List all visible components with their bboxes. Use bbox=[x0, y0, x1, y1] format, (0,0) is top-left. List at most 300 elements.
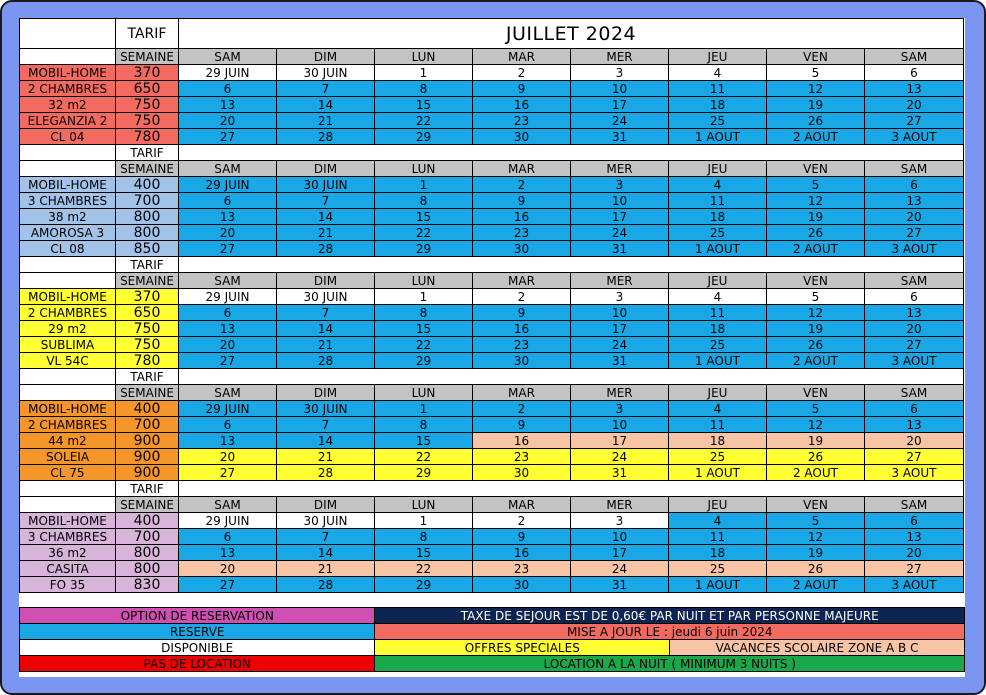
tarif-label: TARIF bbox=[116, 145, 179, 161]
date-cell: 23 bbox=[473, 561, 571, 577]
date-cell: 20 bbox=[865, 97, 964, 113]
date-cell: 1 AOUT bbox=[669, 353, 767, 369]
date-cell: 14 bbox=[277, 433, 375, 449]
date-cell: 2 bbox=[473, 513, 571, 529]
date-cell: 28 bbox=[277, 577, 375, 593]
date-cell: 15 bbox=[375, 545, 473, 561]
day-header-row bbox=[20, 385, 964, 401]
date-cell: 16 bbox=[473, 433, 571, 449]
date-cell: 18 bbox=[669, 97, 767, 113]
legend-pas-de-location: PAS DE LOCATION bbox=[20, 656, 375, 672]
date-cell: 26 bbox=[767, 337, 865, 353]
property-info-line: AMOROSA 3 bbox=[20, 225, 116, 241]
date-cell: 3 bbox=[571, 177, 669, 193]
day-header-row bbox=[20, 49, 964, 65]
date-cell: 23 bbox=[473, 449, 571, 465]
date-cell: 24 bbox=[571, 337, 669, 353]
date-cell: 1 AOUT bbox=[669, 465, 767, 481]
weekly-price: 700 bbox=[116, 529, 179, 545]
legend-location-nuit: LOCATION A LA NUIT ( MINIMUM 3 NUITS ) bbox=[375, 656, 965, 672]
blank-cell bbox=[20, 145, 116, 161]
date-cell: 14 bbox=[277, 97, 375, 113]
property-info-line: MOBIL-HOME bbox=[20, 513, 116, 529]
day-header: SAM bbox=[865, 161, 964, 177]
weekly-price: 850 bbox=[116, 241, 179, 257]
date-cell: 20 bbox=[179, 561, 277, 577]
availability-table bbox=[19, 18, 964, 593]
day-header: LUN bbox=[375, 161, 473, 177]
date-cell: 31 bbox=[571, 241, 669, 257]
tarif-label: TARIF bbox=[116, 19, 179, 49]
week-row bbox=[20, 529, 964, 545]
date-cell: 25 bbox=[669, 337, 767, 353]
date-cell: 22 bbox=[375, 113, 473, 129]
blank-cell bbox=[20, 161, 116, 177]
legend-option-reservation: OPTION DE RESERVATION bbox=[20, 608, 375, 624]
date-cell: 29 bbox=[375, 577, 473, 593]
date-cell: 29 JUIN bbox=[179, 513, 277, 529]
day-header: MER bbox=[571, 497, 669, 513]
date-cell: 1 AOUT bbox=[669, 241, 767, 257]
date-cell: 30 JUIN bbox=[277, 289, 375, 305]
date-cell: 6 bbox=[865, 513, 964, 529]
date-cell: 7 bbox=[277, 81, 375, 97]
day-header: MAR bbox=[473, 497, 571, 513]
day-header: MAR bbox=[473, 49, 571, 65]
property-info-line: MOBIL-HOME bbox=[20, 289, 116, 305]
property-info-line: SUBLIMA bbox=[20, 337, 116, 353]
date-cell: 30 JUIN bbox=[277, 401, 375, 417]
date-cell: 19 bbox=[767, 545, 865, 561]
date-cell: 8 bbox=[375, 305, 473, 321]
day-header: JEU bbox=[669, 49, 767, 65]
date-cell: 2 AOUT bbox=[767, 465, 865, 481]
date-cell: 2 AOUT bbox=[767, 353, 865, 369]
date-cell: 20 bbox=[179, 113, 277, 129]
date-cell: 31 bbox=[571, 129, 669, 145]
day-header: VEN bbox=[767, 161, 865, 177]
week-row bbox=[20, 545, 964, 561]
semaine-label: SEMAINE bbox=[116, 497, 179, 513]
date-cell: 17 bbox=[571, 209, 669, 225]
property-info-line: ELEGANZIA 2 bbox=[20, 113, 116, 129]
week-row bbox=[20, 289, 964, 305]
tarif-row bbox=[20, 19, 964, 49]
tarif-row bbox=[20, 257, 964, 273]
weekly-price: 800 bbox=[116, 545, 179, 561]
date-cell: 3 AOUT bbox=[865, 241, 964, 257]
date-cell: 12 bbox=[767, 529, 865, 545]
date-cell: 30 JUIN bbox=[277, 177, 375, 193]
property-info-line: MOBIL-HOME bbox=[20, 177, 116, 193]
date-cell: 3 AOUT bbox=[865, 465, 964, 481]
day-header: MER bbox=[571, 49, 669, 65]
date-cell: 18 bbox=[669, 321, 767, 337]
week-row bbox=[20, 209, 964, 225]
date-cell: 24 bbox=[571, 113, 669, 129]
weekly-price: 780 bbox=[116, 353, 179, 369]
weekly-price: 750 bbox=[116, 113, 179, 129]
weekly-price: 400 bbox=[116, 401, 179, 417]
property-info-line: 3 CHAMBRES bbox=[20, 529, 116, 545]
day-header: SAM bbox=[865, 273, 964, 289]
date-cell: 14 bbox=[277, 209, 375, 225]
date-cell: 3 AOUT bbox=[865, 577, 964, 593]
date-cell: 1 AOUT bbox=[669, 129, 767, 145]
date-cell: 16 bbox=[473, 97, 571, 113]
date-cell: 31 bbox=[571, 465, 669, 481]
weekly-price: 900 bbox=[116, 465, 179, 481]
weekly-price: 650 bbox=[116, 305, 179, 321]
date-cell: 30 bbox=[473, 241, 571, 257]
date-cell: 16 bbox=[473, 321, 571, 337]
date-cell: 3 bbox=[571, 65, 669, 81]
date-cell: 27 bbox=[179, 241, 277, 257]
weekly-price: 780 bbox=[116, 129, 179, 145]
date-cell: 6 bbox=[865, 177, 964, 193]
day-header: SAM bbox=[865, 497, 964, 513]
date-cell: 1 bbox=[375, 513, 473, 529]
date-cell: 3 AOUT bbox=[865, 129, 964, 145]
date-cell: 15 bbox=[375, 321, 473, 337]
date-cell: 29 bbox=[375, 241, 473, 257]
date-cell: 4 bbox=[669, 289, 767, 305]
date-cell: 30 JUIN bbox=[277, 65, 375, 81]
week-row bbox=[20, 177, 964, 193]
property-info-line: CL 08 bbox=[20, 241, 116, 257]
date-cell: 6 bbox=[865, 401, 964, 417]
corner-blank bbox=[20, 19, 116, 49]
date-cell: 11 bbox=[669, 417, 767, 433]
blank-cell bbox=[179, 257, 964, 273]
date-cell: 22 bbox=[375, 449, 473, 465]
blank-cell bbox=[20, 385, 116, 401]
date-cell: 10 bbox=[571, 417, 669, 433]
blank-cell bbox=[20, 257, 116, 273]
date-cell: 20 bbox=[865, 321, 964, 337]
date-cell: 2 bbox=[473, 289, 571, 305]
week-row bbox=[20, 513, 964, 529]
date-cell: 11 bbox=[669, 193, 767, 209]
blank-cell bbox=[20, 49, 116, 65]
date-cell: 31 bbox=[571, 353, 669, 369]
date-cell: 5 bbox=[767, 65, 865, 81]
date-cell: 10 bbox=[571, 193, 669, 209]
date-cell: 18 bbox=[669, 209, 767, 225]
date-cell: 31 bbox=[571, 577, 669, 593]
property-info-line: CL 75 bbox=[20, 465, 116, 481]
weekly-price: 800 bbox=[116, 561, 179, 577]
blank-cell bbox=[20, 273, 116, 289]
date-cell: 9 bbox=[473, 417, 571, 433]
date-cell: 1 bbox=[375, 289, 473, 305]
date-cell: 9 bbox=[473, 529, 571, 545]
date-cell: 7 bbox=[277, 305, 375, 321]
property-info-line: 32 m2 bbox=[20, 97, 116, 113]
tarif-row bbox=[20, 369, 964, 385]
week-row bbox=[20, 225, 964, 241]
date-cell: 5 bbox=[767, 401, 865, 417]
property-info-line: 3 CHAMBRES bbox=[20, 193, 116, 209]
date-cell: 30 JUIN bbox=[277, 513, 375, 529]
date-cell: 5 bbox=[767, 177, 865, 193]
date-cell: 9 bbox=[473, 81, 571, 97]
day-header-row bbox=[20, 497, 964, 513]
weekly-price: 400 bbox=[116, 513, 179, 529]
property-info-line: FO 35 bbox=[20, 577, 116, 593]
week-row bbox=[20, 577, 964, 593]
page-title: JUILLET 2024 bbox=[179, 19, 964, 49]
week-row bbox=[20, 449, 964, 465]
weekly-price: 900 bbox=[116, 433, 179, 449]
week-row bbox=[20, 129, 964, 145]
date-cell: 8 bbox=[375, 417, 473, 433]
legend-disponible: DISPONIBLE bbox=[20, 640, 375, 656]
date-cell: 13 bbox=[179, 97, 277, 113]
date-cell: 15 bbox=[375, 209, 473, 225]
date-cell: 29 JUIN bbox=[179, 289, 277, 305]
date-cell: 26 bbox=[767, 225, 865, 241]
legend-mise-a-jour: MISE A JOUR LE : jeudi 6 juin 2024 bbox=[375, 624, 965, 640]
date-cell: 20 bbox=[179, 449, 277, 465]
date-cell: 27 bbox=[865, 113, 964, 129]
date-cell: 3 AOUT bbox=[865, 353, 964, 369]
date-cell: 26 bbox=[767, 113, 865, 129]
date-cell: 12 bbox=[767, 305, 865, 321]
date-cell: 7 bbox=[277, 529, 375, 545]
date-cell: 13 bbox=[865, 529, 964, 545]
date-cell: 6 bbox=[179, 193, 277, 209]
day-header: JEU bbox=[669, 273, 767, 289]
day-header: MAR bbox=[473, 385, 571, 401]
date-cell: 25 bbox=[669, 561, 767, 577]
date-cell: 8 bbox=[375, 529, 473, 545]
week-row bbox=[20, 321, 964, 337]
day-header: VEN bbox=[767, 49, 865, 65]
date-cell: 11 bbox=[669, 81, 767, 97]
date-cell: 27 bbox=[865, 337, 964, 353]
date-cell: 27 bbox=[865, 225, 964, 241]
day-header: VEN bbox=[767, 273, 865, 289]
blank-cell bbox=[179, 145, 964, 161]
day-header: JEU bbox=[669, 497, 767, 513]
date-cell: 15 bbox=[375, 433, 473, 449]
date-cell: 6 bbox=[179, 417, 277, 433]
week-row bbox=[20, 337, 964, 353]
day-header: MAR bbox=[473, 273, 571, 289]
date-cell: 2 AOUT bbox=[767, 577, 865, 593]
date-cell: 9 bbox=[473, 193, 571, 209]
date-cell: 10 bbox=[571, 81, 669, 97]
date-cell: 2 bbox=[473, 65, 571, 81]
date-cell: 10 bbox=[571, 529, 669, 545]
day-header: SAM bbox=[179, 49, 277, 65]
week-row bbox=[20, 417, 964, 433]
date-cell: 17 bbox=[571, 433, 669, 449]
weekly-price: 750 bbox=[116, 321, 179, 337]
date-cell: 23 bbox=[473, 337, 571, 353]
blank-cell bbox=[20, 481, 116, 497]
weekly-price: 900 bbox=[116, 449, 179, 465]
week-row bbox=[20, 401, 964, 417]
day-header: LUN bbox=[375, 273, 473, 289]
date-cell: 12 bbox=[767, 193, 865, 209]
date-cell: 23 bbox=[473, 225, 571, 241]
date-cell: 29 JUIN bbox=[179, 401, 277, 417]
date-cell: 21 bbox=[277, 561, 375, 577]
date-cell: 10 bbox=[571, 305, 669, 321]
property-info-line: VL 54C bbox=[20, 353, 116, 369]
date-cell: 13 bbox=[179, 321, 277, 337]
day-header: SAM bbox=[179, 497, 277, 513]
weekly-price: 830 bbox=[116, 577, 179, 593]
date-cell: 25 bbox=[669, 113, 767, 129]
property-info-line: 2 CHAMBRES bbox=[20, 305, 116, 321]
date-cell: 30 bbox=[473, 353, 571, 369]
day-header: MAR bbox=[473, 161, 571, 177]
date-cell: 17 bbox=[571, 545, 669, 561]
property-info-line: CASITA bbox=[20, 561, 116, 577]
day-header: DIM bbox=[277, 273, 375, 289]
date-cell: 25 bbox=[669, 225, 767, 241]
week-row bbox=[20, 65, 964, 81]
date-cell: 12 bbox=[767, 81, 865, 97]
date-cell: 22 bbox=[375, 225, 473, 241]
day-header: LUN bbox=[375, 49, 473, 65]
property-info-line: 38 m2 bbox=[20, 209, 116, 225]
day-header: VEN bbox=[767, 497, 865, 513]
date-cell: 29 bbox=[375, 465, 473, 481]
property-info-line: MOBIL-HOME bbox=[20, 401, 116, 417]
legend-taxe-sejour: TAXE DE SEJOUR EST DE 0,60€ PAR NUIT ET PAR PERSONNE MAJEURE bbox=[375, 608, 965, 624]
date-cell: 6 bbox=[865, 65, 964, 81]
day-header-row bbox=[20, 161, 964, 177]
day-header: SAM bbox=[179, 385, 277, 401]
weekly-price: 800 bbox=[116, 209, 179, 225]
date-cell: 5 bbox=[767, 513, 865, 529]
date-cell: 25 bbox=[669, 449, 767, 465]
date-cell: 22 bbox=[375, 337, 473, 353]
date-cell: 14 bbox=[277, 321, 375, 337]
date-cell: 6 bbox=[179, 81, 277, 97]
weekly-price: 700 bbox=[116, 417, 179, 433]
date-cell: 8 bbox=[375, 81, 473, 97]
tarif-row bbox=[20, 481, 964, 497]
week-row bbox=[20, 97, 964, 113]
date-cell: 13 bbox=[865, 81, 964, 97]
date-cell: 19 bbox=[767, 97, 865, 113]
blank-cell bbox=[179, 369, 964, 385]
week-row bbox=[20, 561, 964, 577]
date-cell: 1 bbox=[375, 401, 473, 417]
day-header: MER bbox=[571, 161, 669, 177]
date-cell: 29 bbox=[375, 353, 473, 369]
date-cell: 30 bbox=[473, 129, 571, 145]
property-info-line: 36 m2 bbox=[20, 545, 116, 561]
property-info-line: 29 m2 bbox=[20, 321, 116, 337]
date-cell: 20 bbox=[865, 433, 964, 449]
date-cell: 24 bbox=[571, 449, 669, 465]
date-cell: 19 bbox=[767, 209, 865, 225]
date-cell: 20 bbox=[865, 545, 964, 561]
date-cell: 29 bbox=[375, 129, 473, 145]
date-cell: 27 bbox=[865, 561, 964, 577]
week-row bbox=[20, 353, 964, 369]
date-cell: 13 bbox=[179, 209, 277, 225]
date-cell: 2 AOUT bbox=[767, 129, 865, 145]
date-cell: 11 bbox=[669, 529, 767, 545]
blank-cell bbox=[20, 497, 116, 513]
weekly-price: 700 bbox=[116, 193, 179, 209]
date-cell: 24 bbox=[571, 225, 669, 241]
date-cell: 18 bbox=[669, 433, 767, 449]
date-cell: 27 bbox=[179, 353, 277, 369]
date-cell: 20 bbox=[179, 337, 277, 353]
weekly-price: 750 bbox=[116, 97, 179, 113]
date-cell: 7 bbox=[277, 193, 375, 209]
legend-reserve: RESERVE bbox=[20, 624, 375, 640]
property-info-line: SOLEIA bbox=[20, 449, 116, 465]
weekly-price: 650 bbox=[116, 81, 179, 97]
date-cell: 4 bbox=[669, 177, 767, 193]
property-info-line: CL 04 bbox=[20, 129, 116, 145]
date-cell: 29 JUIN bbox=[179, 65, 277, 81]
semaine-label: SEMAINE bbox=[116, 161, 179, 177]
date-cell: 19 bbox=[767, 433, 865, 449]
date-cell: 21 bbox=[277, 113, 375, 129]
date-cell: 21 bbox=[277, 337, 375, 353]
week-row bbox=[20, 193, 964, 209]
date-cell: 1 AOUT bbox=[669, 577, 767, 593]
tarif-label: TARIF bbox=[116, 481, 179, 497]
date-cell: 2 AOUT bbox=[767, 241, 865, 257]
date-cell: 3 bbox=[571, 289, 669, 305]
date-cell: 27 bbox=[865, 449, 964, 465]
day-header: JEU bbox=[669, 385, 767, 401]
week-row bbox=[20, 241, 964, 257]
blank-cell bbox=[179, 481, 964, 497]
date-cell: 14 bbox=[277, 545, 375, 561]
day-header: DIM bbox=[277, 385, 375, 401]
date-cell: 22 bbox=[375, 561, 473, 577]
date-cell: 1 bbox=[375, 177, 473, 193]
date-cell: 26 bbox=[767, 449, 865, 465]
date-cell: 4 bbox=[669, 65, 767, 81]
date-cell: 26 bbox=[767, 561, 865, 577]
semaine-label: SEMAINE bbox=[116, 385, 179, 401]
date-cell: 6 bbox=[179, 305, 277, 321]
property-info-line: 44 m2 bbox=[20, 433, 116, 449]
date-cell: 23 bbox=[473, 113, 571, 129]
date-cell: 9 bbox=[473, 305, 571, 321]
date-cell: 2 bbox=[473, 401, 571, 417]
day-header: DIM bbox=[277, 497, 375, 513]
day-header: DIM bbox=[277, 161, 375, 177]
date-cell: 27 bbox=[179, 129, 277, 145]
date-cell: 20 bbox=[865, 209, 964, 225]
date-cell: 3 bbox=[571, 513, 669, 529]
day-header-row bbox=[20, 273, 964, 289]
date-cell: 8 bbox=[375, 193, 473, 209]
date-cell: 27 bbox=[179, 465, 277, 481]
legend-offres-speciales: OFFRES SPECIALES bbox=[375, 640, 670, 656]
date-cell: 2 bbox=[473, 177, 571, 193]
date-cell: 13 bbox=[865, 417, 964, 433]
date-cell: 17 bbox=[571, 97, 669, 113]
date-cell: 1 bbox=[375, 65, 473, 81]
property-info-line: 2 CHAMBRES bbox=[20, 81, 116, 97]
date-cell: 28 bbox=[277, 129, 375, 145]
